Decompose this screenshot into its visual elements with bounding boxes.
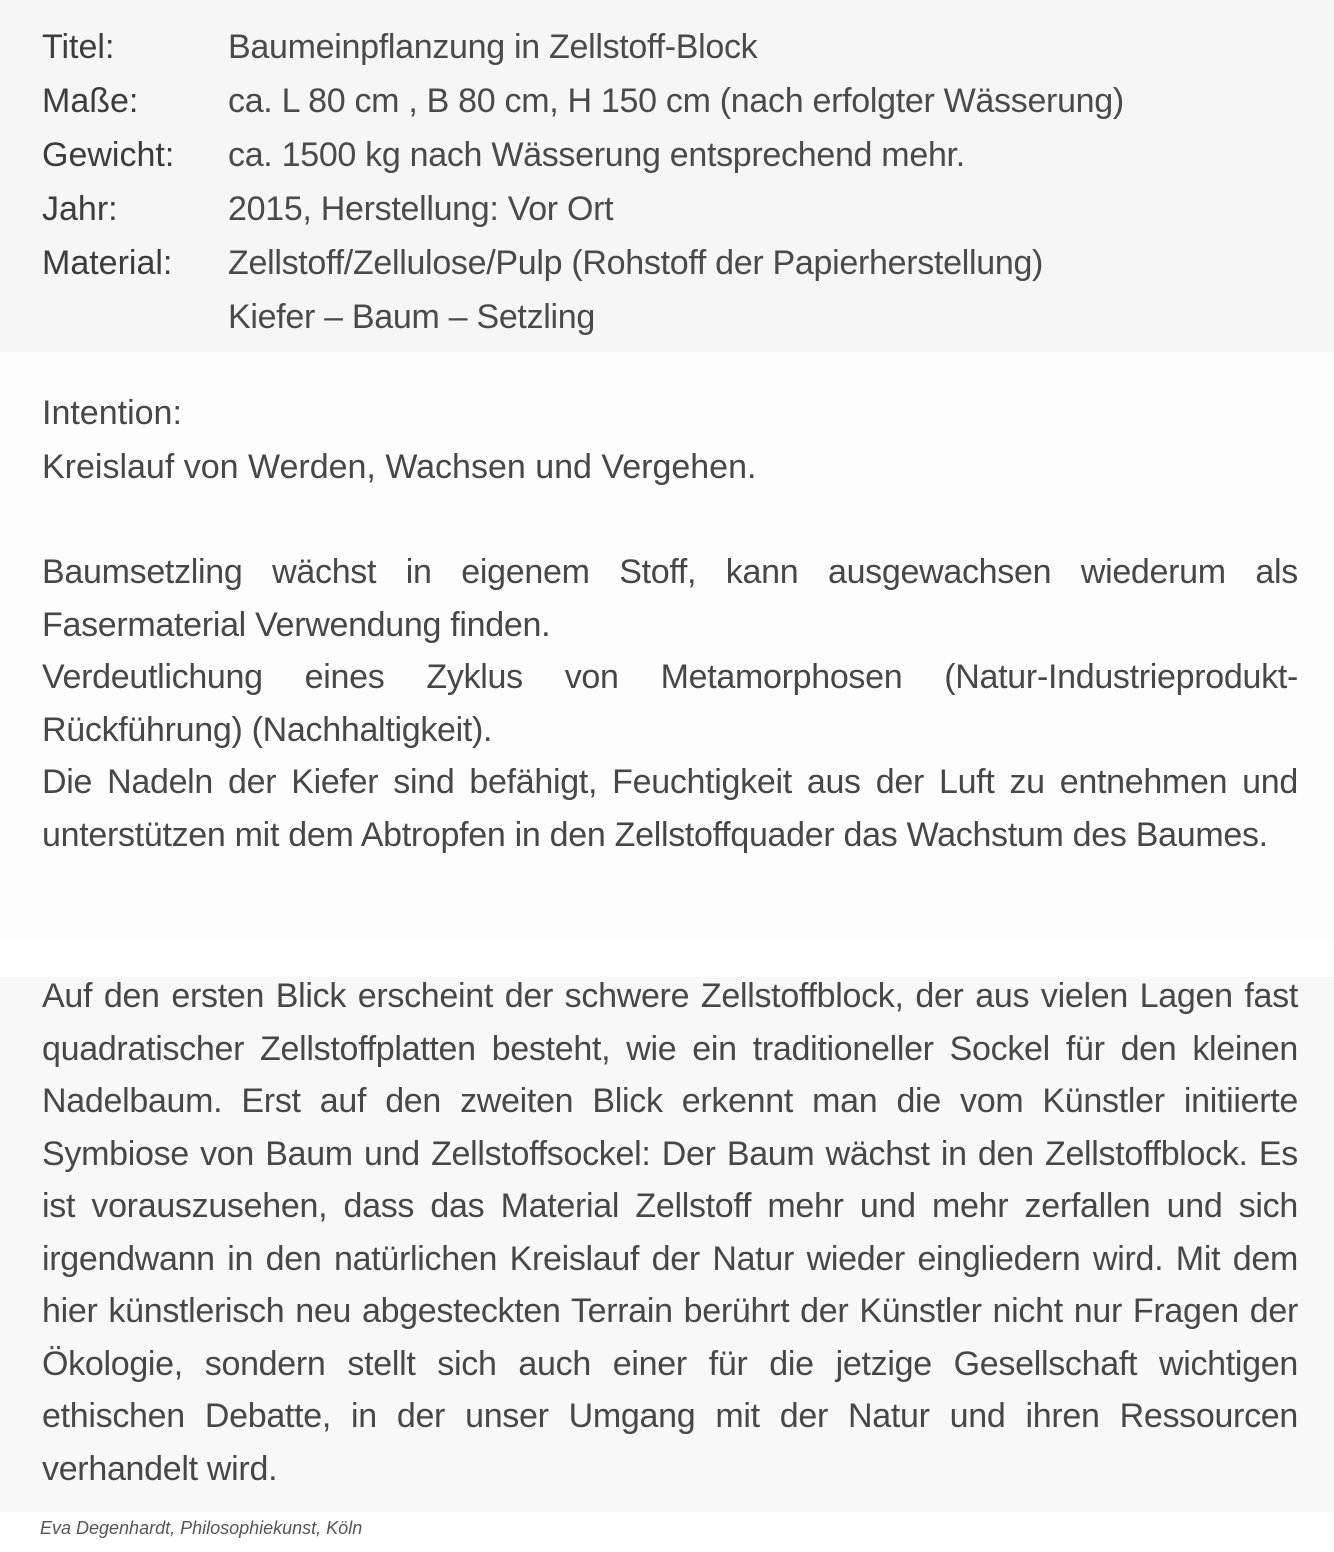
intention-summary: Kreislauf von Werden, Wachsen und Vergehen. — [42, 448, 757, 486]
spec-value: Zellstoff/Zellulose/Pulp (Rohstoff der Papierherstellung) — [228, 244, 1044, 282]
description-block — [42, 546, 1298, 861]
intention-section — [42, 386, 1298, 494]
spec-row-title — [42, 20, 1302, 74]
author-credit: Eva Degenhardt, Philosophiekunst, Köln — [40, 1518, 363, 1538]
paragraph: Verdeutlichung eines Zyklus von Metamorphosen (Natur-Industrieprodukt-Rückführung) (Nachhaltigkeit). — [42, 658, 1298, 749]
spec-value: ca. 1500 kg nach Wässerung entsprechend mehr. — [228, 136, 965, 174]
spec-row-material — [42, 236, 1302, 290]
paragraph: Die Nadeln der Kiefer sind befähigt, Feuchtigkeit aus der Luft zu entnehmen und unterstützen mit dem Abtropfen in den Zellstoffquader das Wachstum des Baumes. — [42, 763, 1298, 854]
spec-value: ca. L 80 cm , B 80 cm, H 150 cm (nach erfolgter Wässerung) — [228, 82, 1124, 120]
spec-row-material-continued — [42, 290, 1302, 344]
spec-value: Kiefer – Baum – Setzling — [228, 298, 595, 336]
paragraph: Baumsetzling wächst in eigenem Stoff, kann ausgewachsen wiederum als Fasermaterial Verwendung finden. — [42, 553, 1298, 644]
spec-label: Jahr: — [42, 190, 118, 228]
spec-row-weight — [42, 128, 1302, 182]
spec-label — [42, 290, 228, 344]
spec-row-dimensions — [42, 74, 1302, 128]
spec-label: Titel: — [42, 28, 115, 66]
intention-heading: Intention: — [42, 394, 182, 432]
essay-block — [42, 970, 1298, 1495]
spec-value: 2015, Herstellung: Vor Ort — [228, 190, 614, 228]
spec-value: Baumeinpflanzung in Zellstoff-Block — [228, 28, 758, 66]
spec-label: Gewicht: — [42, 136, 175, 174]
spec-label: Material: — [42, 244, 173, 282]
artwork-specs — [42, 20, 1302, 344]
essay-paragraph: Auf den ersten Blick erscheint der schwere Zellstoffblock, der aus vielen Lagen fast quadratischer Zellstoffplatten besteht, wie ein traditioneller Sockel für den kleinen Nadelbaum. Erst auf den zweiten Blick erkennt man die vom Künstler initiierte Symbiose von Baum und Zellstoffsockel: Der Baum wächst in den Zellstoffblock. Es ist vorauszusehen, dass das Material Zellstoff mehr und mehr zerfallen und sich irgendwann in den natürlichen Kreislauf der Natur wieder eingliedern wird. Mit dem hier künstlerisch neu abgesteckten Terrain berührt der Künstler nicht nur Fragen der Ökologie, sondern stellt sich auch einer für die jetzige Gesellschaft wichtigen ethischen Debatte, in der unser Umgang mit der Natur und ihren Ressourcen verhandelt wird. — [42, 977, 1298, 1488]
spec-row-year — [42, 182, 1302, 236]
spec-label: Maße: — [42, 82, 139, 120]
